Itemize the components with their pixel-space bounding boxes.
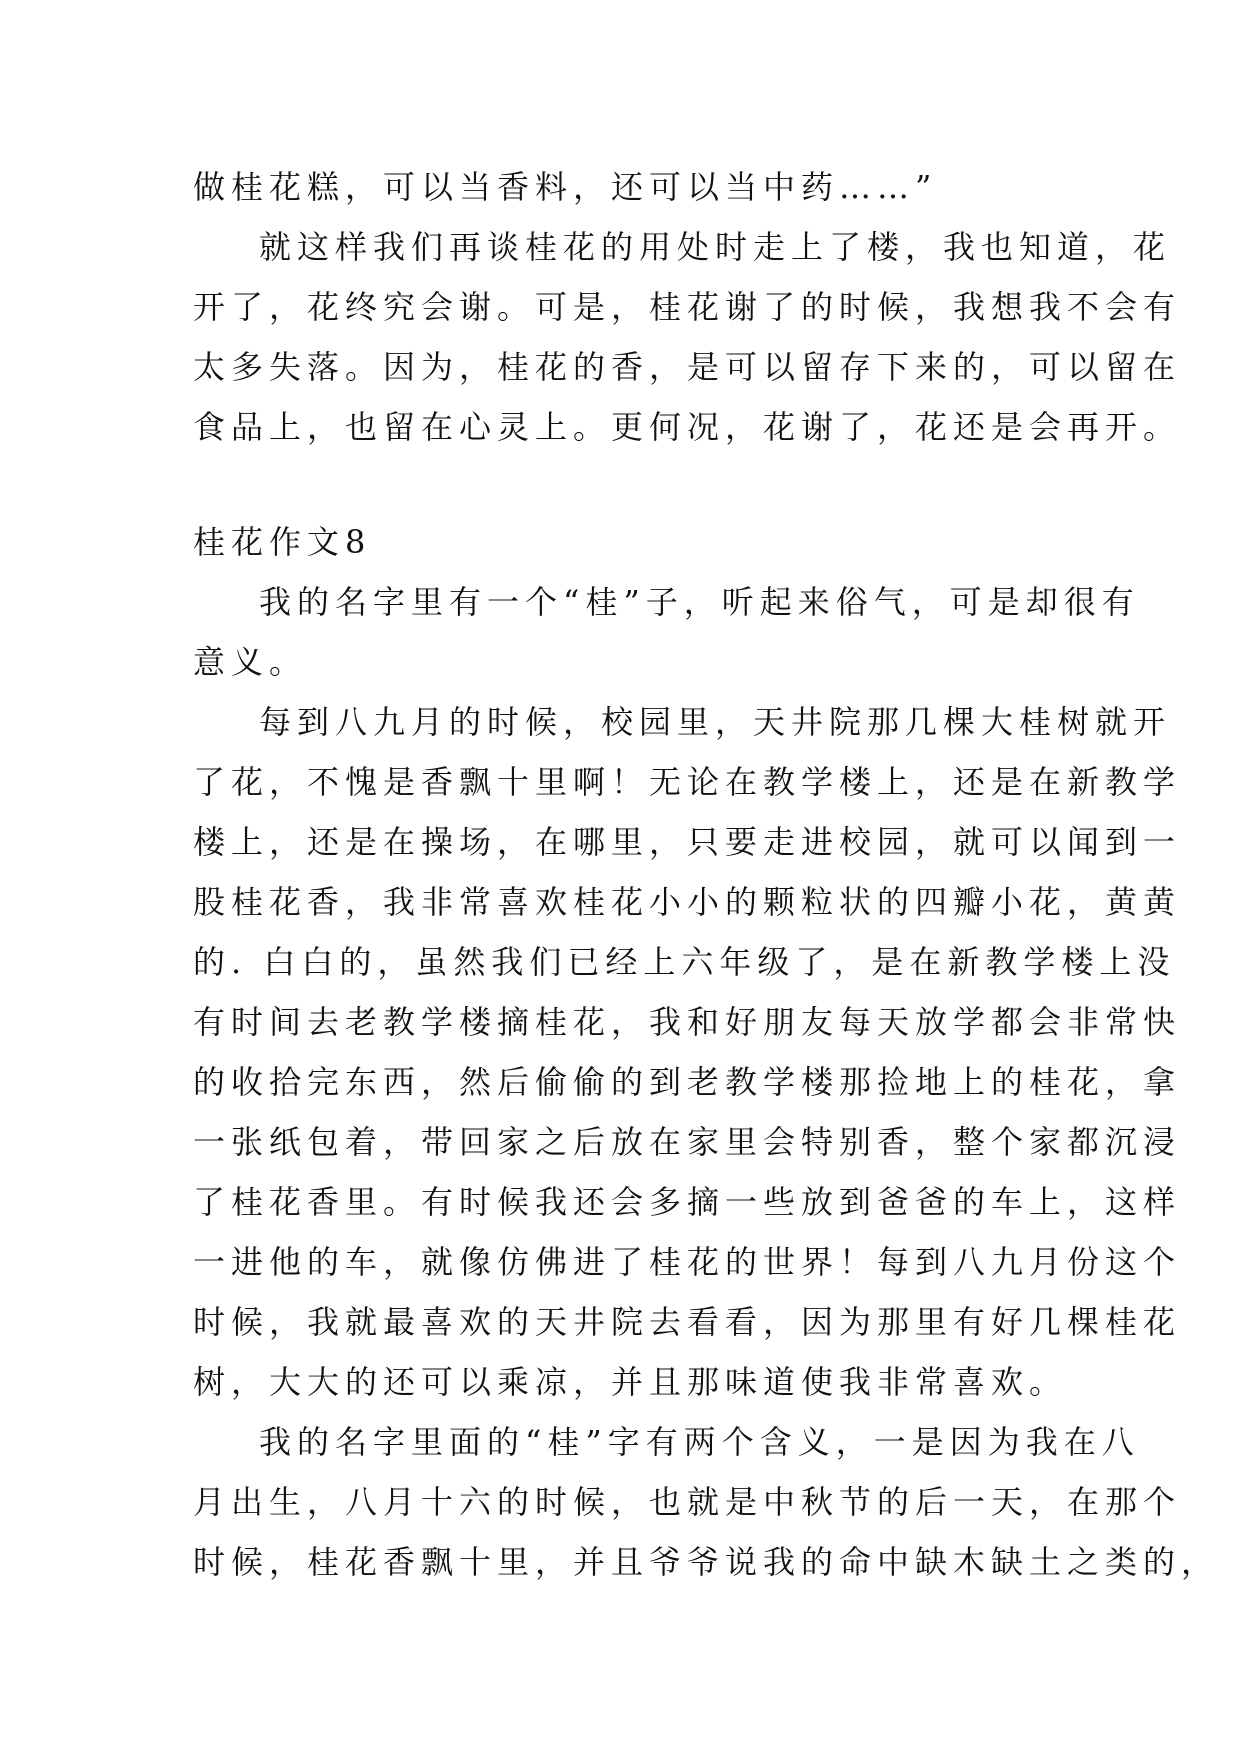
text-line: 树，大大的还可以乘凉，并且那味道使我非常喜欢。 (193, 1363, 1068, 1401)
text-line: 就这样我们再谈桂花的用处时走上了楼，我也知道，花 (259, 228, 1172, 266)
text-line: 意义。 (193, 643, 308, 681)
paragraph-name-origin (193, 1412, 1220, 1592)
text-line: 楼上，还是在操场，在哪里，只要走进校园，就可以闻到一 (193, 823, 1182, 861)
text-line: 了花，不愧是香飘十里啊！无论在教学楼上，还是在新教学 (193, 763, 1182, 801)
text-line: 太多失落。因为，桂花的香，是可以留存下来的，可以留在 (193, 348, 1182, 386)
text-line: 我的名字里面的“桂”字有两个含义，一是因为我在八 (259, 1423, 1140, 1461)
text-line: 了桂花香里。有时候我还会多摘一些放到爸爸的车上，这样 (193, 1183, 1182, 1221)
text-line: 时候，我就最喜欢的天井院去看看，因为那里有好几棵桂花 (193, 1303, 1182, 1341)
text-line: 一张纸包着，带回家之后放在家里会特别香，整个家都沉浸 (193, 1123, 1182, 1161)
document-body (193, 157, 1220, 1592)
paragraph-continuation (193, 157, 1073, 217)
paragraph-campus (193, 692, 1182, 1412)
text-line: 做桂花糕，可以当香料，还可以当中药……” (193, 168, 938, 206)
text-line: 食品上，也留在心灵上。更何况，花谢了，花还是会再开。 (193, 408, 1182, 446)
paragraph-name-meaning (193, 572, 1140, 692)
section-title: 桂花作文8 (193, 523, 372, 561)
section-spacer (193, 457, 1073, 512)
text-line: 有时间去老教学楼摘桂花，我和好朋友每天放学都会非常快 (193, 1003, 1182, 1041)
text-line: 每到八九月的时候，校园里，天井院那几棵大桂树就开 (259, 703, 1172, 741)
text-line: 股桂花香，我非常喜欢桂花小小的颗粒状的四瓣小花，黄黄 (193, 883, 1182, 921)
text-line: 我的名字里有一个“桂”子，听起来俗气，可是却很有 (259, 583, 1140, 621)
text-line: 一进他的车，就像仿佛进了桂花的世界！每到八九月份这个 (193, 1243, 1182, 1281)
text-line: 月出生，八月十六的时候，也就是中秋节的后一天，在那个 (193, 1483, 1182, 1521)
text-line: 的. 白白的，虽然我们已经上六年级了，是在新教学楼上没 (193, 943, 1176, 981)
text-line: 的收拾完东西，然后偷偷的到老教学楼那捡地上的桂花，拿 (193, 1063, 1182, 1101)
text-line: 时候，桂花香飘十里，并且爷爷说我的命中缺木缺土之类的， (193, 1543, 1220, 1581)
text-line: 开了，花终究会谢。可是，桂花谢了的时候，我想我不会有 (193, 288, 1182, 326)
paragraph-flower-use (193, 217, 1182, 457)
